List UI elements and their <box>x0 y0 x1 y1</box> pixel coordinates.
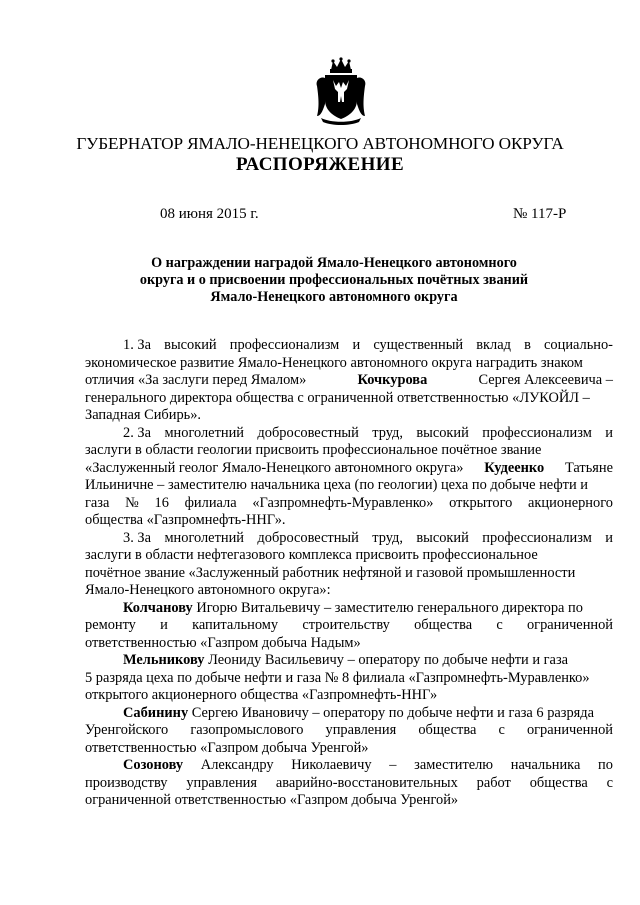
document-number: № 117-Р <box>513 206 567 222</box>
awardee-entry <box>85 652 613 705</box>
paragraph-2 <box>85 425 613 530</box>
text-line: Колчанову Игорю Витальевичу – заместителю генерального директора по <box>123 599 583 616</box>
org-title: ГУБЕРНАТОР ЯМАЛО-НЕНЕЦКОГО АВТОНОМНОГО ОКРУГА <box>76 134 564 153</box>
text-line: заслуги в области нефтегазового комплекса присвоить профессиональное <box>85 547 538 563</box>
awardee-entry <box>85 600 613 653</box>
document-type: РАСПОРЯЖЕНИЕ <box>235 154 405 175</box>
text-line: 3. За многолетний добросовестный труд, высокий профессионализм и <box>123 529 613 546</box>
coat-of-arms-icon <box>313 56 369 126</box>
document-date: 08 июня 2015 г. <box>160 206 259 222</box>
subject-line: округа и о присвоении профессиональных почётных званий <box>139 272 529 288</box>
text-line: 1. За высокий профессионализм и существенный вклад в социально- <box>123 337 613 353</box>
text-line: «Заслуженный геолог Ямало-Ненецкого автономного округа» Кудеенко Татьяне <box>85 459 613 476</box>
awardee-name: Кудеенко <box>484 459 545 476</box>
text-line: газа № 16 филиала «Газпромнефть-Муравленко» открытого акционерного <box>85 494 613 511</box>
text-line: заслуги в области геологии присвоить профессиональное почётное звание <box>85 442 542 458</box>
paragraph-1 <box>85 337 613 425</box>
text-line: производству управления аварийно-восстановительных работ общества с <box>85 774 613 791</box>
text-line: ответственностью «Газпром добыча Надым» <box>85 634 361 651</box>
text-line: Ямало-Ненецкого автономного округа»: <box>85 582 331 598</box>
awardee-entry <box>85 757 613 810</box>
text-line: ответственностью «Газпром добыча Уренгой» <box>85 739 369 756</box>
text-line: Сабинину Сергею Ивановичу – оператору по добыче нефти и газа 6 разряда <box>123 704 595 721</box>
awardee-name: Мельникову <box>123 652 205 668</box>
awardee-entry <box>85 705 613 758</box>
text-line: открытого акционерного общества «Газпромнефть-ННГ» <box>85 687 438 703</box>
text-line: почётное звание «Заслуженный работник нефтяной и газовой промышленности <box>85 564 576 581</box>
text-line: 5 разряда цеха по добыче нефти и газа № 8 филиала «Газпромнефть-Муравленко» <box>85 669 590 686</box>
awardee-name: Сабинину <box>123 704 189 721</box>
text-line: ограниченной ответственностью «Газпром добыча Уренгой» <box>85 792 459 808</box>
text-line: Ильиничне – заместителю начальника цеха (по геологии) цеха по добыче нефти и <box>85 477 588 493</box>
subject-line: Ямало-Ненецкого автономного округа <box>210 289 458 305</box>
text-line: экономическое развитие Ямало-Ненецкого автономного округа наградить знаком <box>85 354 583 371</box>
text-line: 2. За многолетний добросовестный труд, высокий профессионализм и <box>123 424 613 441</box>
text-line: Созонову Александру Николаевичу – заместителю начальника по <box>123 757 613 773</box>
paragraph-3 <box>85 530 613 600</box>
text-line: ремонту и капитальному строительству общества с ограниченной <box>85 617 613 633</box>
subject-line: О награждении наградой Ямало-Ненецкого автономного <box>151 255 517 271</box>
text-line: Западная Сибирь». <box>85 407 201 423</box>
text-line: генерального директора общества с ограниченной ответственностью «ЛУКОЙЛ – <box>85 389 590 406</box>
awardee-name: Кочкурова <box>357 372 428 388</box>
text-line: Уренгойского газопромыслового управления общества с ограниченной <box>85 722 613 738</box>
text-line: Мельникову Леониду Васильевичу – оператору по добыче нефти и газа <box>123 652 569 668</box>
document-body <box>85 337 613 810</box>
text-line: отличия «За заслуги перед Ямалом» Кочкурова Сергея Алексеевича – <box>85 372 613 388</box>
awardee-name: Колчанову <box>123 599 193 616</box>
awardee-name: Созонову <box>123 757 184 773</box>
text-line: общества «Газпромнефть-ННГ». <box>85 512 286 528</box>
document-subject <box>100 255 568 306</box>
